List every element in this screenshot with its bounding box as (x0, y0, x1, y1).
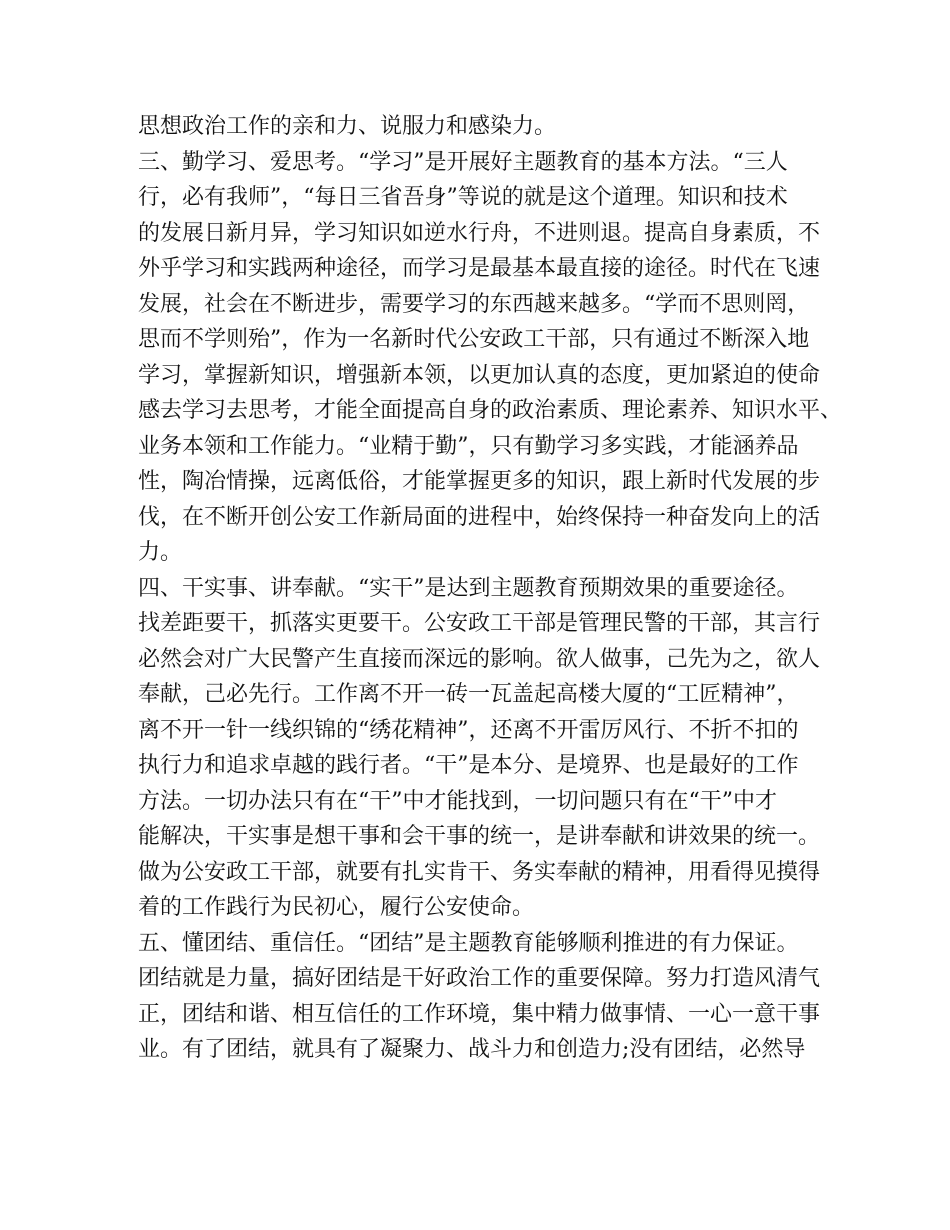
text-line: 团结就是力量，搞好团结是干好政治工作的重要保障。努力打造风清气 (138, 966, 821, 991)
text-line: 三、勤学习、爱思考。“学习”是开展好主题教育的基本方法。“三人 (138, 149, 788, 175)
text-line: 外乎学习和实践两种途径，而学习是最基本最直接的途径。时代在飞速 (138, 256, 821, 281)
text-line: 伐，在不断开创公安工作新局面的进程中，始终保持一种奋发向上的活 (138, 504, 821, 530)
text-line: 着的工作践行为民初心，履行公安使命。 (138, 895, 535, 920)
text-line: 性，陶冶情操，远离低俗，才能掌握更多的知识，跟上新时代发展的步 (138, 469, 821, 494)
text-line: 业。有了团结，就具有了凝聚力、战斗力和创造力;没有团结，必然导 (138, 1037, 806, 1062)
text-line: 思而不学则殆”，作为一名新时代公安政工干部，只有通过不断深入地 (138, 327, 810, 352)
text-line: 离不开一针一线织锦的“绣花精神”，还离不开雷厉风行、不折不扣的 (138, 717, 799, 743)
text-line: 行，必有我师”，“每日三省吾身”等说的就是这个道理。知识和技术 (138, 185, 788, 210)
text-line: 执行力和追求卓越的践行者。“干”是本分、是境界、也是最好的工作 (138, 753, 799, 778)
text-line: 必然会对广大民警产生直接而深远的影响。欲人做事，己先为之，欲人 (138, 646, 821, 672)
text-line: 力。 (138, 540, 183, 565)
text-line: 做为公安政工干部，就要有扎实肯干、务实奉献的精神，用看得见摸得 (138, 859, 821, 885)
text-line: 思想政治工作的亲和力、说服力和感染力。 (138, 114, 557, 139)
text-line: 方法。一切办法只有在“干”中才能找到，一切问题只有在“干”中才 (138, 788, 777, 814)
text-line: 正，团结和谐、相互信任的工作环境，集中精力做事情、一心一意干事 (138, 1001, 821, 1027)
text-line: 四、干实事、讲奉献。“实干”是达到主题教育预期效果的重要途径。 (138, 575, 799, 601)
text-line: 学习，掌握新知识，增强新本领，以更加认真的态度，更加紧迫的使命 (138, 362, 821, 388)
document-body-text (138, 109, 843, 1068)
text-line: 的发展日新月异，学习知识如逆水行舟，不进则退。提高自身素质，不 (138, 220, 821, 246)
text-line: 发展，社会在不断进步，需要学习的东西越来越多。“学而不思则罔， (138, 291, 810, 317)
text-line: 能解决，干实事是想干事和会干事的统一，是讲奉献和讲效果的统一。 (138, 824, 821, 849)
text-line: 感去学习去思考，才能全面提高自身的政治素质、理论素养、知识水平、 (138, 398, 843, 423)
text-line: 找差距要干，抓落实更要干。公安政工干部是管理民警的干部，其言行 (138, 611, 821, 636)
text-line: 五、懂团结、重信任。“团结”是主题教育能够顺利推进的有力保证。 (138, 930, 799, 956)
text-line: 奉献，己必先行。工作离不开一砖一瓦盖起高楼大厦的“工匠精神”， (138, 682, 799, 707)
text-line: 业务本领和工作能力。“业精于勤”，只有勤学习多实践，才能涵养品 (138, 433, 799, 459)
